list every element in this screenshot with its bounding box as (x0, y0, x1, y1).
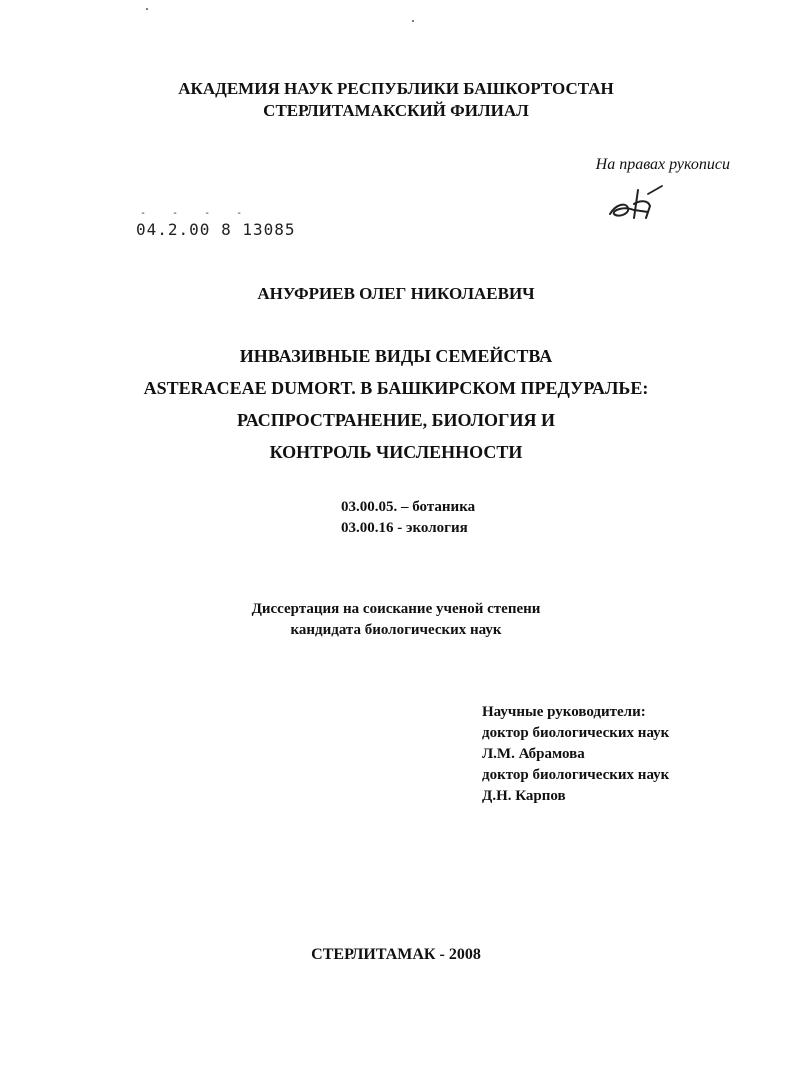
title-line-3: РАСПРОСТРАНЕНИЕ, БИОЛОГИЯ И (237, 410, 555, 430)
institution-line-2: СТЕРЛИТАМАКСКИЙ ФИЛИАЛ (263, 101, 529, 120)
supervisor-1-title: доктор биологических наук (482, 725, 670, 741)
title-line-2: ASTERACEAE DUMORT. В БАШКИРСКОМ ПРЕДУРАЛЬЕ: (143, 378, 649, 398)
archive-stamp-number: 04.2.00 8 13085 (136, 220, 296, 239)
archive-stamp-marks: - - - - (140, 208, 253, 219)
supervisor-2-name: Д.Н. Карпов (482, 788, 566, 804)
degree-statement (0, 599, 792, 641)
degree-line-1: Диссертация на соискание ученой степени (251, 601, 541, 617)
scan-speck (146, 8, 148, 10)
institution-header (0, 78, 792, 122)
author-name: АНУФРИЕВ ОЛЕГ НИКОЛАЕВИЧ (257, 284, 535, 303)
handwritten-signature (604, 184, 668, 224)
manuscript-rights-note: На правах рукописи (595, 156, 730, 173)
title-line-4: КОНТРОЛЬ ЧИСЛЕННОСТИ (269, 442, 523, 462)
supervisors-heading: Научные руководители: (482, 704, 646, 720)
title-line-1: ИНВАЗИВНЫЕ ВИДЫ СЕМЕЙСТВА (239, 346, 553, 366)
supervisor-2-title: доктор биологических наук (482, 767, 670, 783)
scan-speck (412, 20, 414, 22)
city-year: СТЕРЛИТАМАК - 2008 (311, 946, 481, 963)
specialty-2: 03.00.16 - экология (341, 520, 468, 536)
supervisor-1-name: Л.М. Абрамова (482, 746, 585, 762)
specialty-1: 03.00.05. – ботаника (341, 499, 476, 515)
dissertation-title (0, 340, 792, 468)
specialty-codes (341, 497, 475, 539)
supervisors-block (482, 702, 669, 807)
degree-line-2: кандидата биологических наук (290, 622, 502, 638)
institution-line-1: АКАДЕМИЯ НАУК РЕСПУБЛИКИ БАШКОРТОСТАН (178, 79, 614, 98)
